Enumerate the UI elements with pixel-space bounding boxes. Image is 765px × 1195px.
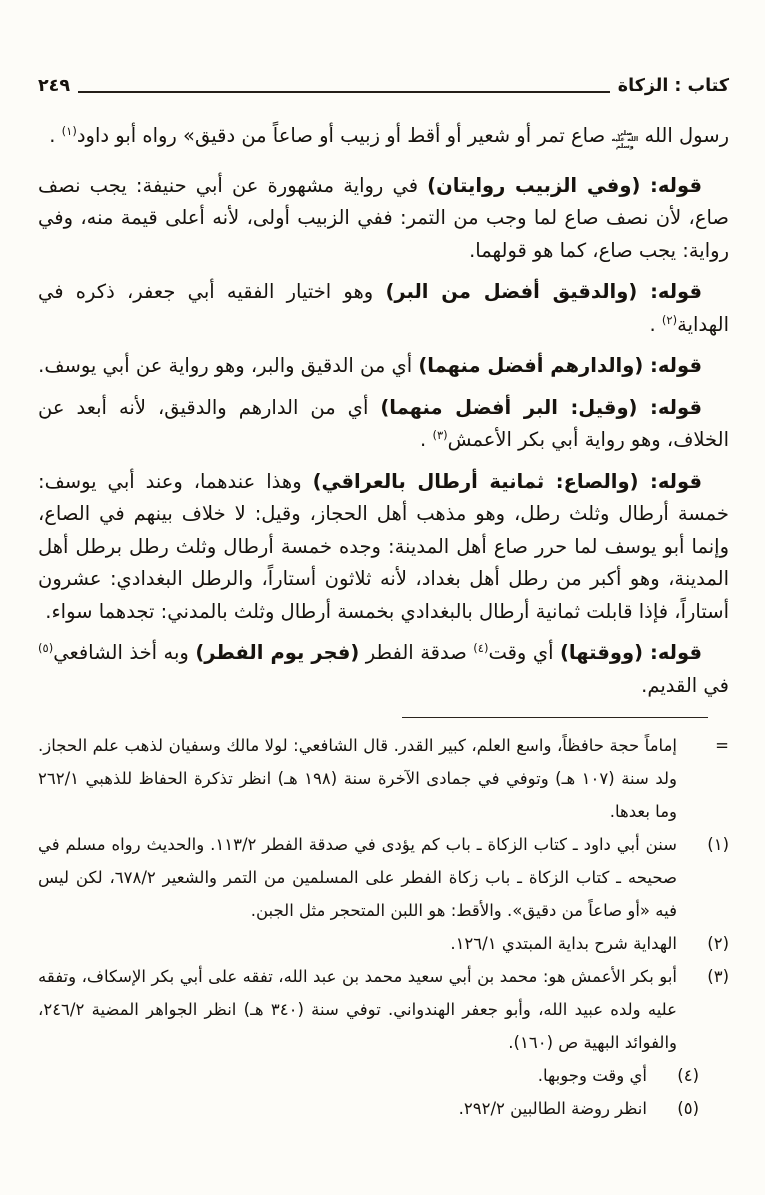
footnote-row	[38, 1092, 729, 1125]
paragraph: قوله: (والدارهم أفضل منهما) أي من الدقيق والبر، وهو رواية عن أبي يوسف.	[38, 354, 702, 377]
footnote-row	[38, 960, 729, 1059]
footnote-ref: (٢)	[661, 312, 678, 327]
footnote-text: أبو بكر الأعمش هو: محمد بن أبي سعيد محمد بن عبد الله، تفقه على أبي بكر الإسكاف، وتفقه عليه ولده عبيد الله، وأبو جعفر الهندواني. توفي سنة (٣٤٠ هـ) انظر الجواهر المضية ٢٤٦/٢، والفوائد البهية ص (١٦٠).	[38, 967, 677, 1052]
footnote-marker: (١)	[707, 835, 729, 854]
page-number: ٢٤٩	[38, 76, 71, 96]
page-header	[38, 76, 729, 96]
footnote-ref: (١)	[61, 124, 77, 138]
paragraph: قوله: (وفي الزبيب روايتان) في رواية مشهورة عن أبي حنيفة: يجب نصف صاع، لأن نصف صاع لما وجب من التمر: ففي الزبيب أولى، لأنه أعلى قيمة منه، وفي رواية: يجب صاع، كما هو قولهما.	[38, 173, 729, 262]
footnote-row	[38, 828, 729, 927]
bold-lemma-text: قوله: (وفي الزبيب روايتان)	[427, 173, 702, 197]
bold-lemma-text: قوله: (والدارهم أفضل منهما)	[418, 354, 702, 377]
bold-lemma-text: (فجر يوم الفطر)	[195, 641, 360, 664]
footnote-ref: (٥)	[38, 641, 54, 655]
paragraph: رسول الله صلى الله عليه وسلم صاع تمر أو شعير أو أقط أو زبيب أو صاعاً من دقيق» رواه أبو داود$^{(١)}$ .	[49, 124, 729, 150]
footnote-row	[38, 1059, 729, 1092]
footnote-ref: (٤)	[473, 641, 489, 655]
paragraph: قوله: (والصاع: ثمانية أرطال بالعراقي) وهذا عندهما، وعند أبي يوسف: خمسة أرطال وثلث رطل، وهو مذهب أهل الحجاز، وقيل: لا خلاف بينهم في الصاع، وإنما أبو يوسف لما حرر صاع أهل المدينة: وجده خمسة أرطال وثلث رطل برطل أهل المدينة، وهو أكبر من رطل أهل بغداد، لأنه ثلاثون أستاراً، والرطل البغدادي: عشرون أستاراً، فإذا قابلت ثمانية أرطال بالبغدادي بخمسة أرطال وثلث بالمدني: تجدهما سواء.	[38, 469, 729, 623]
paragraph: قوله: (ووقتها) أي وقت$^{(٤)}$ صدقة الفطر (فجر يوم الفطر) وبه أخذ الشافعي$^{(٥)}$ في القديم.	[38, 641, 729, 697]
footnote-ref: (٣)	[432, 428, 448, 442]
footnote-text: انظر روضة الطالبين ٢٩٢/٢.	[458, 1099, 647, 1118]
footnote-marker: (٣)	[707, 967, 729, 986]
footnote-text: الهداية شرح بداية المبتدي ١٢٦/١.	[450, 934, 677, 953]
bold-lemma-text: قوله: (والصاع: ثمانية أرطال بالعراقي)	[312, 469, 702, 493]
footnote-marker: (٥)	[677, 1099, 699, 1118]
paragraph: قوله: (والدقيق أفضل من البر) وهو اختيار الفقيه أبي جعفر، ذكره في الهداية$^{(٢)}$ .	[38, 280, 729, 336]
bold-lemma-text: قوله: (وقيل: البر أفضل منهما)	[380, 395, 702, 419]
bold-lemma-text: قوله: (والدقيق أفضل من البر)	[385, 280, 703, 303]
footnote-text: سنن أبي داود ـ كتاب الزكاة ـ باب كم يؤدى في صدقة الفطر ١١٣/٢. والحديث رواه مسلم في صحيحه ـ كتاب الزكاة ـ باب زكاة الفطر على المسلمين من التمر والشعير ٦٧٨/٢، لكن ليس فيه «أو صاعاً من دقيق». والأقط: هو اللبن المتحجر مثل الجبن.	[38, 835, 677, 920]
footnote-marker: =	[715, 736, 729, 755]
prophet-salutation-icon: صلى الله عليه وسلم	[611, 128, 639, 150]
footnote-row	[38, 729, 729, 828]
footnote-separator	[402, 717, 708, 718]
footnote-marker: (٤)	[677, 1066, 699, 1085]
footnote-text: أي وقت وجوبها.	[537, 1066, 647, 1085]
footnote-text: إماماً حجة حافظاً، واسع العلم، كبير القدر. قال الشافعي: لولا مالك وسفيان لذهب علم الحجاز. ولد سنة (١٠٧ هـ) وتوفي في جمادى الآخرة سنة (١٩٨ هـ) انظر تذكرة الحفاظ للذهبي ٢٦٢/١ وما بعدها.	[38, 736, 677, 821]
footnote-section	[38, 729, 729, 1125]
footnote-row	[38, 927, 729, 960]
book-title: كتاب : الزكاة	[617, 76, 729, 96]
body-text	[38, 120, 729, 702]
header-rule	[78, 91, 610, 93]
paragraph: قوله: (وقيل: البر أفضل منهما) أي من الدارهم والدقيق، لأنه أبعد عن الخلاف، وهو رواية أبي بكر الأعمش$^{(٣)}$ .	[38, 395, 729, 451]
footnote-marker: (٢)	[707, 934, 729, 953]
bold-lemma-text: قوله: (ووقتها)	[560, 641, 703, 664]
